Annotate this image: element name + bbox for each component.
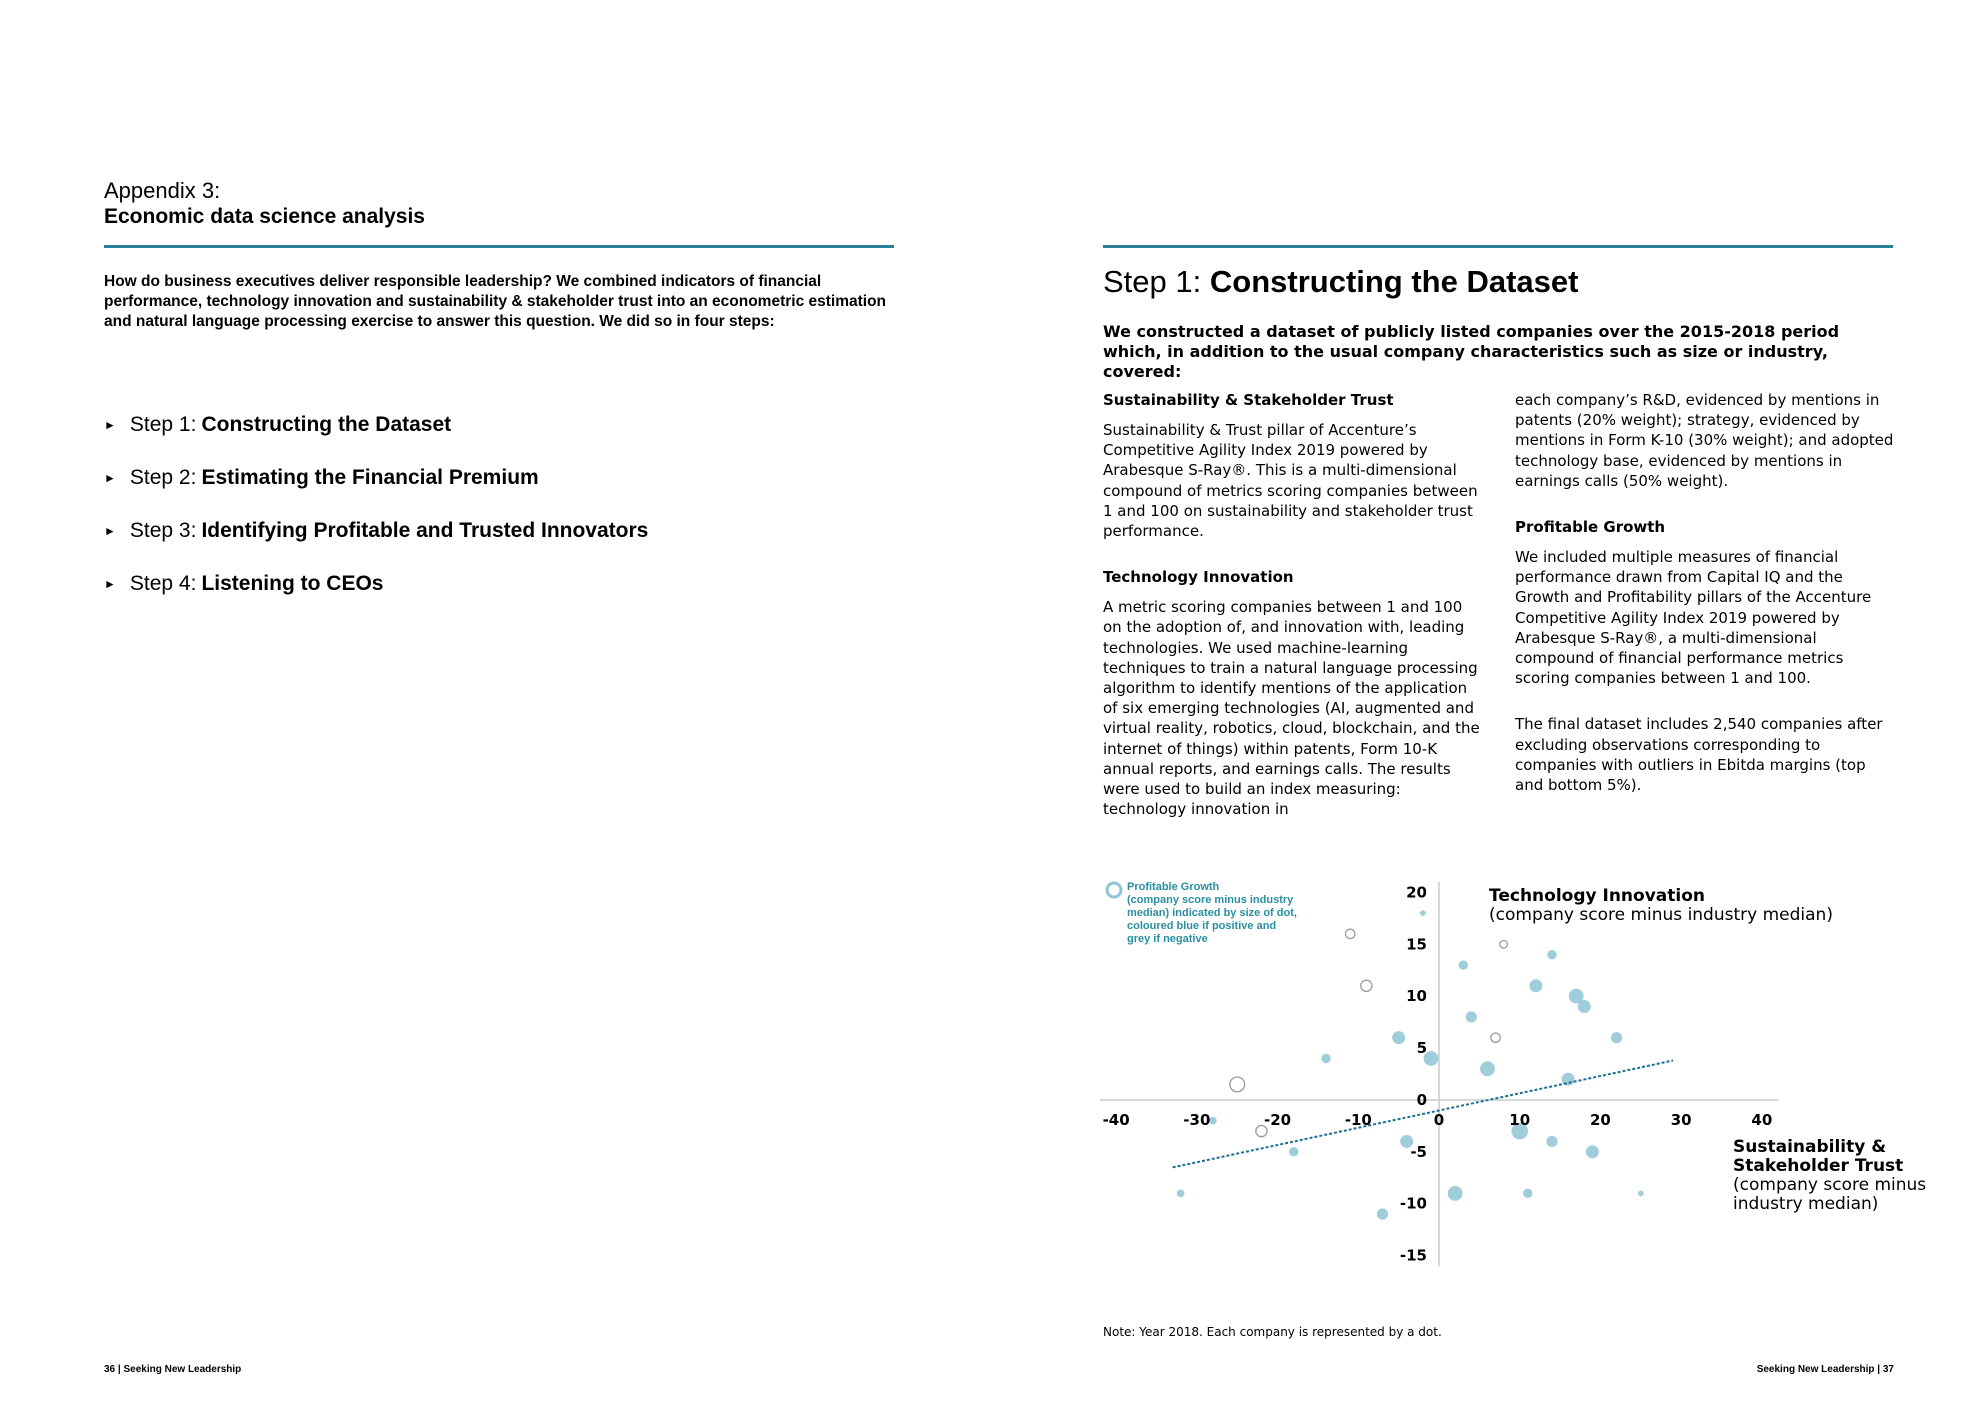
scatter-point [1546, 1136, 1557, 1147]
y-tick-label: 5 [1416, 1039, 1427, 1058]
right-divider [1103, 245, 1893, 248]
scatter-point [1529, 979, 1542, 992]
dots-layer [1177, 910, 1644, 1219]
x-axis-title [1733, 1137, 1926, 1214]
left-intro: How do business executives deliver responsible leadership? We combined indicators of financial performance, technology innovation and sustainability & stakeholder trust into an econometric estimation and natural language processing exercise to answer this question. We did so in four steps: [104, 273, 887, 330]
scatter-point [1466, 1011, 1477, 1022]
chart-note: Note: Year 2018. Each company is represented by a dot. [1103, 1325, 1442, 1339]
right-intro: We constructed a dataset of publicly listed companies over the 2015-2018 period which, in addition to the usual company characteristics such as size or industry, covered: [1103, 322, 1840, 381]
x-tick-label: -40 [1102, 1110, 1130, 1129]
triangle-right-icon: ► [104, 417, 116, 432]
appendix-title: Economic data science analysis [104, 205, 425, 228]
scatter-point [1569, 989, 1584, 1004]
scatter-point [1420, 910, 1426, 916]
scatter-point [1346, 929, 1355, 938]
title-bold: Constructing the Dataset [1209, 264, 1579, 299]
step-item[interactable] [104, 398, 648, 451]
scatter-point [1638, 1190, 1644, 1196]
right-footer: Seeking New Leadership | 37 [1756, 1364, 1894, 1375]
legend [1107, 881, 1297, 945]
step-prefix: Step 1: [129, 412, 197, 436]
x-axis-title-line: industry median) [1733, 1194, 1879, 1214]
title-prefix: Step 1: [1103, 264, 1202, 299]
legend-line: coloured blue if positive and [1127, 920, 1277, 932]
technology-text: A metric scoring companies between 1 and 100 on the adoption of, and innovation with, leading technologies. We used machine-learning techniques to train a natural language processing algorithm to identify mentions of the application of six emerging technologies (AI, augmented and virtual reality, robotics, cloud, blockchain, and the internet of things) within patents, Form 10-K annual reports, and earnings calls. The results were used to build an index measuring: technology innovation in [1103, 598, 1480, 819]
text-column-2 [1515, 390, 1897, 821]
scatter-point [1480, 1061, 1495, 1076]
final-dataset-text: The final dataset includes 2,540 companies after excluding observations corresponding to companies with outliers in Ebitda margins (top and bottom 5%). [1515, 715, 1883, 795]
step-prefix: Step 4: [129, 571, 197, 595]
step-item[interactable] [104, 557, 648, 610]
growth-text: We included multiple measures of financial performance drawn from Capital IQ and the Growth and Profitability pillars of the Accenture Competitive Agility Index 2019 powered by Arabesque S-Ray®, a multi-dimensional compound of financial performance metrics scoring companies between 1 and 100. [1515, 548, 1872, 688]
appendix-label: Appendix 3: [104, 178, 221, 203]
step-prefix: Step 3: [129, 518, 197, 542]
y-axis-title [1489, 886, 1833, 925]
scatter-point [1377, 1209, 1388, 1220]
legend-line: grey if negative [1127, 933, 1208, 945]
scatter-point [1289, 1147, 1298, 1156]
scatter-point [1361, 980, 1372, 991]
triangle-right-icon: ► [104, 576, 116, 591]
y-axis-title-line: (company score minus industry median) [1489, 905, 1833, 925]
x-tick-labels [1103, 1111, 1773, 1129]
y-tick-label: -15 [1399, 1246, 1427, 1265]
scatter-point [1611, 1032, 1622, 1043]
x-tick-label: 0 [1433, 1110, 1445, 1129]
x-axis-title-line: Stakeholder Trust [1733, 1156, 1904, 1176]
y-tick-label: -10 [1399, 1194, 1427, 1213]
scatter-point [1177, 1190, 1185, 1198]
step-item[interactable] [104, 504, 648, 557]
step-item[interactable] [104, 451, 648, 504]
x-tick-label: 20 [1589, 1110, 1611, 1129]
x-axis-title-line: Sustainability & [1733, 1137, 1887, 1157]
step-name: Constructing the Dataset [201, 412, 452, 436]
step-name: Estimating the Financial Premium [201, 465, 539, 489]
triangle-right-icon: ► [104, 470, 116, 485]
x-tick-label: -20 [1264, 1110, 1292, 1129]
scatter-point [1547, 950, 1556, 959]
left-divider [104, 245, 894, 248]
y-tick-label: 10 [1406, 987, 1427, 1006]
legend-title: Profitable Growth [1127, 881, 1220, 893]
scatter-point [1500, 940, 1508, 948]
technology-text-continued: each company’s R&D, evidenced by mentions in patents (20% weight); strategy, evidenced by mentions in Form K-10 (30% weight); and adopted technology base, evidenced by mentions in earnings calls (50% weight). [1515, 391, 1894, 490]
scatter-point [1562, 1073, 1575, 1086]
x-tick-label: 10 [1509, 1110, 1531, 1129]
step-name: Listening to CEOs [201, 571, 384, 595]
scatter-point [1459, 960, 1468, 969]
page-title [1103, 262, 1578, 302]
left-footer: 36 | Seeking New Leadership [104, 1364, 242, 1375]
technology-heading: Technology Innovation [1103, 568, 1294, 587]
growth-heading: Profitable Growth [1515, 518, 1666, 537]
sustainability-text: Sustainability & Trust pillar of Accenture’s Competitive Agility Index 2019 powered by Arabesque S-Ray®. This is a multi-dimensional compound of metrics scoring companies between 1 and 100 on sustainability and stakeholder trust performance. [1103, 421, 1478, 541]
scatter-point [1392, 1031, 1405, 1044]
text-column-1 [1103, 390, 1485, 845]
x-axis-title-line: (company score minus [1733, 1175, 1927, 1195]
scatter-point [1321, 1054, 1330, 1063]
scatter-point [1448, 1186, 1463, 1201]
x-tick-label: -10 [1344, 1110, 1372, 1129]
legend-circle-icon [1107, 883, 1121, 897]
triangle-right-icon: ► [104, 523, 116, 538]
y-axis-title-line: Technology Innovation [1489, 886, 1706, 906]
steps-list [104, 398, 648, 610]
x-tick-label: 40 [1751, 1110, 1773, 1129]
legend-line: median) indicated by size of dot, [1127, 907, 1297, 919]
y-tick-label: 15 [1406, 935, 1427, 954]
y-tick-label: 0 [1416, 1090, 1427, 1109]
x-tick-label: -30 [1183, 1110, 1211, 1129]
scatter-point [1230, 1077, 1245, 1092]
scatter-point [1523, 1189, 1532, 1198]
step-prefix: Step 2: [129, 465, 197, 489]
scatter-point [1586, 1145, 1599, 1158]
step-name: Identifying Profitable and Trusted Innovators [201, 518, 649, 542]
sustainability-heading: Sustainability & Stakeholder Trust [1103, 391, 1394, 409]
y-tick-labels [1400, 883, 1427, 1264]
y-tick-label: -5 [1410, 1142, 1427, 1161]
legend-line: (company score minus industry [1127, 894, 1294, 906]
scatter-chart [1100, 870, 1960, 1280]
y-tick-label: 20 [1406, 883, 1427, 902]
x-tick-label: 30 [1670, 1110, 1692, 1129]
scatter-point [1491, 1033, 1500, 1042]
